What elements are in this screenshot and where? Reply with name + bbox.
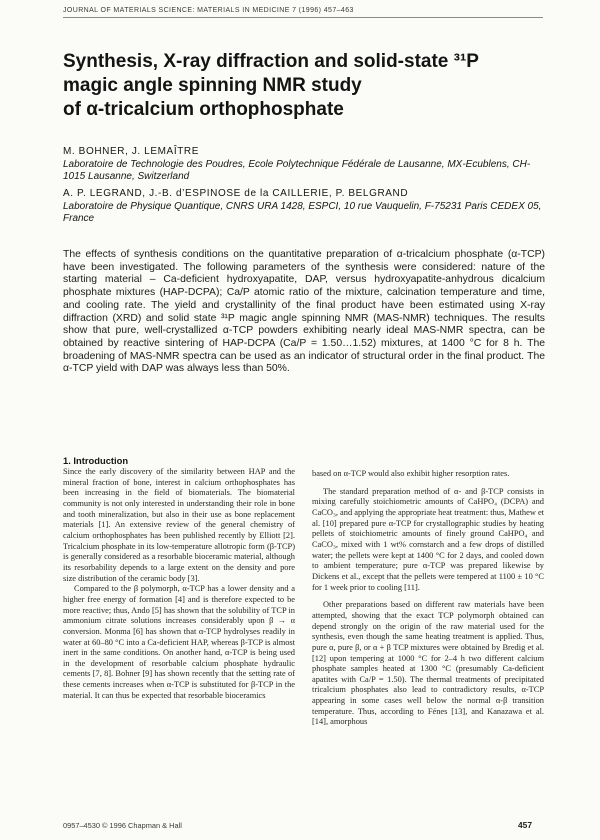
body-paragraph: Compared to the β polymorph, α-TCP has a lower density and a higher free energy of formation [4] and is therefore expected to be more reactive; thus, Ando [5] has shown that the solubility of TCP in ammonium citrate solutions increases considerably upon β → α conversion. Monma [6] has shown that α-TCP hydrolyses readily in water at 60–80 °C into a Ca-deficient HAP, whereas β-TCP is almost inert in the same conditions. On another hand, α-TCP is being used in the development of resorbable calcium phosphate hydraulic cements [7, 8]. Bohner [9] has shown recently that the setting rate of these cements increases when α-TCP is substituted for β-TCP in the material. It can thus be expected that resorbable bioceramics [63,584,295,700]
page-number: 457 [518,820,532,830]
body-paragraph: The standard preparation method of α- and β-TCP consists in mixing carefully stoichiometric amounts of CaHPO₄ (DCPA) and CaCO₃, and applying the appropriate heat treatment: thus, Mathew et al. [10] prepared pure α-TCP for crystallographic studies by heating pellets of stoichiometric amounts of finely ground CaHPO₄ and CaCO₃, mixed with 1 wt% cornstarch and a few drops of distilled water; the pellets were kept at 1400 °C for 2 days, and cooled down to ambient temperature; pure α-TCP was prepared likewise by Dickens et al., except that the pellets were tempered at 1100 ± 10 °C for 1 week prior to cooling [11]. [312,486,545,592]
copyright-line: 0957–4530 © 1996 Chapman & Hall [63,821,182,830]
author-names: M. BOHNER, J. LEMAÎTRE [63,146,199,157]
running-head: JOURNAL OF MATERIALS SCIENCE: MATERIALS IN MEDICINE 7 (1996) 457–463 [63,7,543,18]
author-names: A. P. LEGRAND, J.-B. d’ESPINOSE de la CAILLERIE, P. BELGRAND [63,188,409,199]
title-line: magic angle spinning NMR study [63,75,362,96]
article-title [63,50,553,122]
section-heading: 1. Introduction [63,455,129,466]
left-column [63,455,295,701]
body-paragraph: Since the early discovery of the similarity between HAP and the mineral fraction of bone, interest in calcium orthophosphates has been increasing in the field of biomaterials. The biomaterial community is not only interested in understanding their role in bone and tooth mineralization, but also in their use as bone replacement materials [1]. An extensive review of the general chemistry of calcium orthophosphates has been published recently by Elliott [2]. Tricalcium phosphate in its low-temperature allotropic form (β-TCP) is generally considered as a resorbable bioceramic material, although its resorbability depends to a large extent on the density and pore size distribution of the ceramic body [3]. [63,467,295,583]
author-affiliation: Laboratoire de Physique Quantique, CNRS URA 1428, ESPCI, 10 rue Vauquelin, F-75231 Paris CEDEX 05, France [63,200,542,224]
right-column [312,469,544,728]
abstract: The effects of synthesis conditions on the quantitative preparation of α-tricalcium phosphate (α-TCP) have been investigated. The following parameters of the synthesis were considered: nature of the starting material – Ca-deficient hydroxyapatite, DAP, versus hydroxyapatite-anhydrous dicalcium phosphate mixtures (HAP-DCPA); Ca/P atomic ratio of the mixture, calcination temperature and time, and cooling rate. The yield and crystallinity of the final product have been estimated using X-ray diffraction (XRD) and solid state ³¹P magic angle spinning NMR (MAS-NMR) techniques. The results show that pure, well-crystallized α-TCP powders exhibiting nearly ideal MAS-NMR spectra, can be obtained by reactive sintering of HAP-DCPA (Ca/P = 1.50…1.52) mixtures, at 1400 °C for 8 h. The broadening of MAS-NMR spectra can be used as an indicator of structural order in the final product. The α-TCP yield with DAP was always less than 50%. [63,249,545,375]
body-paragraph: based on α-TCP would also exhibit higher resorption rates. [312,469,510,478]
author-block-2 [63,188,543,226]
author-affiliation: Laboratoire de Technologie des Poudres, Ecole Polytechnique Fédérale de Lausanne, MX-Ecublens, CH-1015 Lausanne, Switzerland [63,158,531,182]
author-block-1 [63,146,543,184]
title-line: Synthesis, X-ray diffraction and solid-state ³¹P [63,51,479,72]
title-line: of α-tricalcium orthophosphate [63,99,344,120]
body-paragraph: Other preparations based on different raw materials have been attempted, showing that the exact TCP polymorph obtained can depend strongly on the origin of the raw material used for the synthesis, even though the same heating treatment is applied. Thus, pure α, pure β, or α + β TCP mixtures were obtained by Bredig et al. [12] upon tempering at 1000 °C for 2–4 h two different calcium phosphate samples heated at 1300 °C (presumably Ca-deficient apatites with Ca/P = 1.50). The thermal treatments of precipitated tricalcium phosphates also lead to contradictory results, α-TCP appearing in some cases well below the normal α-β transition temperature. Thus, according to Fénes [13], and Kanazawa et al. [14], amorphous [312,600,544,727]
